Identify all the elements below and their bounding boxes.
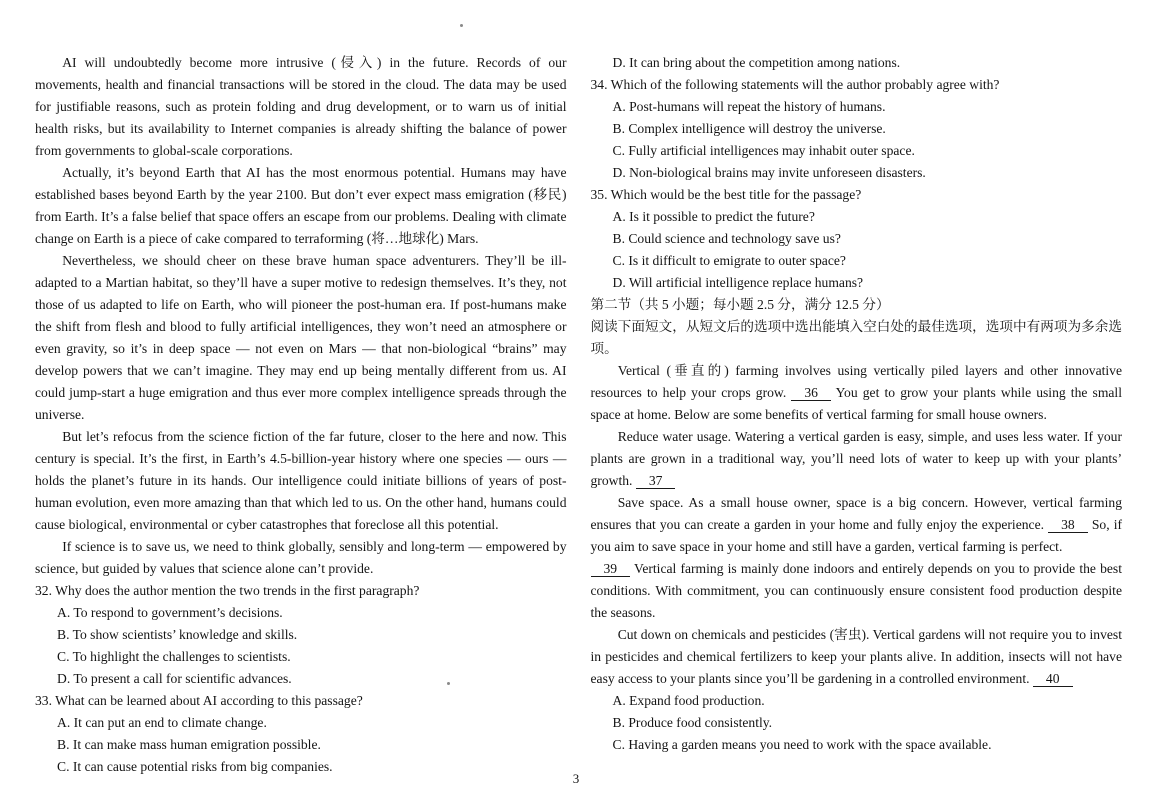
- question-33-option-c: C. It can cause potential risks from big companies.: [57, 759, 333, 774]
- question-34-stem: 34. Which of the following statements will the author probably agree with?: [590, 77, 1000, 92]
- cloze-blank-37: 37: [636, 473, 676, 489]
- section-two-heading: 第二节（共 5 小题；每小题 2.5 分，满分 12.5 分）: [590, 297, 890, 312]
- cloze-text: Reduce water usage. Watering a vertical garden is easy, simple, and uses less water. If your plants are grown in a traditional way, you’ll need lots of water to keep up with your plants’ growth.: [590, 429, 1122, 488]
- question-32-option-a: A. To respond to government’s decisions.: [57, 605, 283, 620]
- right-column: [591, 52, 1123, 778]
- cloze-option-b: B. Produce food consistently.: [612, 715, 773, 730]
- question-32-option-b: B. To show scientists’ knowledge and skills.: [57, 627, 298, 642]
- scan-artifact-dot: [447, 682, 450, 685]
- question-34-option-b: B. Complex intelligence will destroy the universe.: [612, 121, 886, 136]
- question-32-option-d: D. To present a call for scientific advances.: [57, 671, 292, 686]
- scan-artifact-dot: [460, 24, 463, 27]
- cloze-option-a: A. Expand food production.: [612, 693, 765, 708]
- question-34-option-d: D. Non-biological brains may invite unforeseen disasters.: [612, 165, 926, 180]
- cloze-text: So, if you aim to save space in your home and still have a garden, vertical farming is perfect.: [590, 517, 1123, 554]
- cloze-blank-39: 39: [591, 561, 631, 577]
- cloze-text: You get to grow your plants while using the small space at home. Below are some benefits of vertical farming for small house owners.: [590, 385, 1122, 422]
- question-32-stem: 32. Why does the author mention the two trends in the first paragraph?: [35, 583, 420, 598]
- cloze-option-c: C. Having a garden means you need to work with the space available.: [612, 737, 992, 752]
- passage-paragraph-4: But let’s refocus from the science fiction of the far future, closer to the here and now. This century is special. It’s the first, in Earth’s 4.5-billion-year history where one species — ours — holds the planet’s future in its hands. Our intelligence could initiate billions of years of post-human evolution, even more amazing than that which led to us. On the other hand, humans could cause biological, environmental or cyber catastrophes that foreclose all this potential.: [35, 429, 567, 532]
- two-column-layout: [35, 52, 1122, 778]
- question-35-option-c: C. Is it difficult to emigrate to outer space?: [612, 253, 846, 268]
- question-34-option-c: C. Fully artificial intelligences may inhabit outer space.: [612, 143, 915, 158]
- cloze-text: Save space. As a small house owner, space is a big concern. However, vertical farming ensures that you can create a garden in your home and fully enjoy the experience.: [590, 495, 1122, 532]
- passage-paragraph-1: AI will undoubtedly become more intrusive (侵入) in the future. Records of our movements, health and financial transactions will be stored in the cloud. The data may be used for justifiable reasons, such as protein folding and drug development, or to warn us of initial health risks, but its availability to Internet companies is already shifting the balance of power from governments to global-scale corporations.: [35, 55, 567, 158]
- cloze-text: Vertical farming is mainly done indoors and entirely depends on you to provide the best conditions. With commitment, you can continuously ensure consistent food production despite the seasons.: [590, 561, 1122, 620]
- question-35-stem: 35. Which would be the best title for the passage?: [590, 187, 862, 202]
- passage-paragraph-3: Nevertheless, we should cheer on these brave human space adventurers. They’ll be ill-adapted to a Martian habitat, so they’ll have a super motive to redesign themselves. It’s they, not those of us adapted to life on Earth, who will pioneer the post-human era. If post-humans make the shift from flesh and blood to fully artificial intelligences, they won’t need an atmosphere or even gravity, so it’s in deep space — not even on Mars — that non-biological “brains” may develop powers that we can’t imagine. They may end up being mentally different from us. AI could jump-start a huge emigration and thus ever more complex intelligence spreads through the universe.: [35, 253, 567, 422]
- question-32-option-c: C. To highlight the challenges to scientists.: [57, 649, 291, 664]
- cloze-text: Cut down on chemicals and pesticides (害虫). Vertical gardens will not require you to invest in pesticides and chemical fertilizers to keep your plants alive. In addition, insects will not have easy access to your plants since you’ll be gardening in a controlled environment.: [590, 627, 1122, 686]
- passage-paragraph-5: If science is to save us, we need to think globally, sensibly and long-term — empowered by science, but guided by values that science alone can’t provide.: [35, 539, 567, 576]
- question-35-option-b: B. Could science and technology save us?: [612, 231, 841, 246]
- question-35-option-a: A. Is it possible to predict the future?: [612, 209, 815, 224]
- section-two-instruction: 阅读下面短文，从短文后的选项中选出能填入空白处的最佳选项，选项中有两项为多余选项。: [590, 319, 1122, 356]
- page-number: 3: [572, 771, 580, 786]
- cloze-paragraph-4: [591, 558, 1123, 624]
- question-34-option-a: A. Post-humans will repeat the history of humans.: [612, 99, 886, 114]
- cloze-paragraph-2: [591, 426, 1123, 492]
- question-35-option-d: D. Will artificial intelligence replace humans?: [612, 275, 864, 290]
- question-33-option-d: D. It can bring about the competition among nations.: [612, 55, 901, 70]
- cloze-text: Vertical (垂直的) farming involves using vertically piled layers and other innovative resources to help your crops grow.: [590, 363, 1122, 400]
- left-column: [35, 52, 567, 778]
- cloze-blank-38: 38: [1048, 517, 1088, 533]
- cloze-paragraph-1: [591, 360, 1123, 426]
- question-33-option-b: B. It can make mass human emigration possible.: [57, 737, 321, 752]
- question-33-option-a: A. It can put an end to climate change.: [57, 715, 267, 730]
- cloze-paragraph-5: [591, 624, 1123, 690]
- cloze-blank-36: 36: [791, 385, 831, 401]
- passage-paragraph-2: Actually, it’s beyond Earth that AI has the most enormous potential. Humans may have established bases beyond Earth by the year 2100. But don’t ever expect mass emigration (移民) from Earth. It’s a false belief that space offers an escape from our problems. Dealing with climate change on Earth is a piece of cake compared to terraforming (将…地球化) Mars.: [35, 165, 567, 246]
- cloze-paragraph-3: [591, 492, 1123, 558]
- cloze-blank-40: 40: [1033, 671, 1073, 687]
- question-33-stem: 33. What can be learned about AI according to this passage?: [35, 693, 363, 708]
